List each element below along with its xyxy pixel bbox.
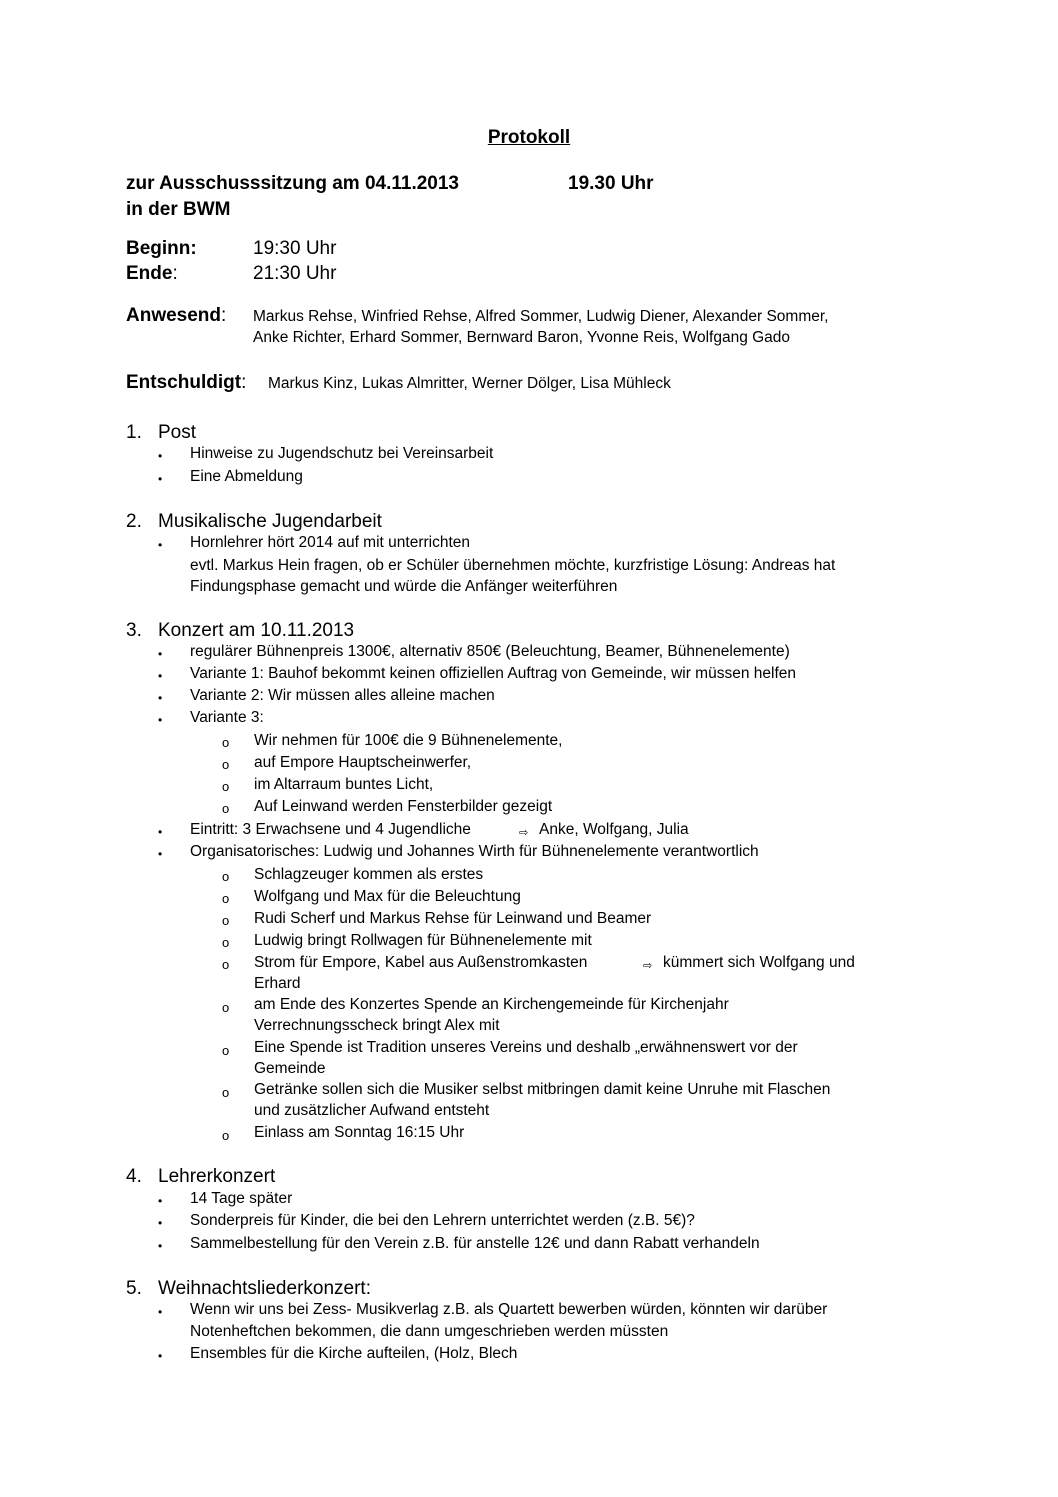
- bullet-icon: •: [158, 1194, 163, 1208]
- section-5-heading: Weihnachtsliederkonzert:: [158, 1278, 371, 1299]
- circle-bullet-icon: o: [222, 957, 230, 972]
- sub-list-item-continuation: Erhard: [254, 975, 301, 992]
- list-item: Hinweise zu Jugendschutz bei Vereinsarbeit: [190, 445, 494, 462]
- excused-label-text: Entschuldigt: [126, 372, 242, 393]
- list-item: Ensembles für die Kirche aufteilen, (Holz, Blech: [190, 1345, 518, 1362]
- circle-bullet-icon: o: [222, 735, 230, 750]
- end-value: 21:30 Uhr: [253, 263, 337, 284]
- end-label: [126, 263, 178, 285]
- section-3-heading: Konzert am 10.11.2013: [158, 620, 355, 641]
- present-names-line-2: Anke Richter, Erhard Sommer, Bernward Baron, Yvonne Reis, Wolfgang Gado: [253, 329, 791, 346]
- list-item: Eine Abmeldung: [190, 468, 303, 485]
- section-4-number: 4.: [126, 1166, 142, 1187]
- bullet-icon: •: [158, 1305, 163, 1319]
- section-1-heading: Post: [158, 422, 197, 443]
- sub-list-item: Einlass am Sonntag 16:15 Uhr: [254, 1124, 465, 1141]
- circle-bullet-icon: o: [222, 935, 230, 950]
- excused-label: [126, 372, 246, 394]
- start-label: Beginn:: [126, 238, 197, 259]
- section-2-number: 2.: [126, 511, 142, 532]
- list-item-continuation: Findungsphase gemacht und würde die Anfänger weiterführen: [190, 578, 618, 595]
- list-item: Hornlehrer hört 2014 auf mit unterrichten: [190, 534, 471, 551]
- list-item: Sonderpreis für Kinder, die bei den Lehrern unterrichtet werden (z.B. 5€)?: [190, 1212, 695, 1229]
- sub-list-item-continuation: und zusätzlicher Aufwand entsteht: [254, 1102, 490, 1119]
- sub-list-item-continuation: Gemeinde: [254, 1060, 326, 1077]
- bullet-icon: •: [158, 847, 163, 861]
- circle-bullet-icon: o: [222, 1043, 230, 1058]
- bullet-icon: •: [158, 669, 163, 683]
- present-label: [126, 305, 226, 327]
- bullet-icon: •: [158, 825, 163, 839]
- bullet-icon: •: [158, 691, 163, 705]
- end-label-text: Ende: [126, 263, 173, 284]
- list-item: Wenn wir uns bei Zess- Musikverlag z.B. als Quartett bewerben würden, könnten wir darüber: [190, 1301, 828, 1318]
- bullet-icon: •: [158, 472, 163, 486]
- bullet-icon: •: [158, 538, 163, 552]
- sub-list-item: Wir nehmen für 100€ die 9 Bühnenelemente,: [254, 732, 563, 749]
- page-title: Protokoll: [487, 127, 571, 148]
- list-item: Variante 1: Bauhof bekommt keinen offiziellen Auftrag von Gemeinde, wir müssen helfen: [190, 665, 796, 682]
- present-label-text: Anwesend: [126, 305, 222, 326]
- end-label-colon: :: [172, 263, 178, 284]
- circle-bullet-icon: o: [222, 801, 230, 816]
- list-item: Variante 2: Wir müssen alles alleine machen: [190, 687, 495, 704]
- present-names-line-1: Markus Rehse, Winfried Rehse, Alfred Sommer, Ludwig Diener, Alexander Sommer,: [253, 308, 829, 325]
- arrow-right-icon: ⇨: [643, 960, 653, 972]
- sub-list-item: Rudi Scherf und Markus Rehse für Leinwand und Beamer: [254, 910, 652, 927]
- circle-bullet-icon: o: [222, 1000, 230, 1015]
- sub-list-item: am Ende des Konzertes Spende an Kirchengemeinde für Kirchenjahr: [254, 996, 729, 1013]
- sub-list-item: auf Empore Hauptscheinwerfer,: [254, 754, 472, 771]
- bullet-icon: •: [158, 713, 163, 727]
- meeting-line: zur Ausschusssitzung am 04.11.2013: [126, 173, 460, 194]
- circle-bullet-icon: o: [222, 1085, 230, 1100]
- circle-bullet-icon: o: [222, 869, 230, 884]
- bullet-icon: •: [158, 1239, 163, 1253]
- list-item: Variante 3:: [190, 709, 264, 726]
- section-5-number: 5.: [126, 1278, 142, 1299]
- sub-list-item: Eine Spende ist Tradition unseres Vereins und deshalb „erwähnenswert vor der: [254, 1039, 798, 1056]
- list-item-continuation: evtl. Markus Hein fragen, ob er Schüler übernehmen möchte, kurzfristige Lösung: Andreas hat: [190, 557, 836, 574]
- excused-names: Markus Kinz, Lukas Almritter, Werner Dölger, Lisa Mühleck: [268, 375, 671, 392]
- circle-bullet-icon: o: [222, 779, 230, 794]
- meeting-location: in der BWM: [126, 199, 231, 220]
- sub-list-item: Schlagzeuger kommen als erstes: [254, 866, 484, 883]
- circle-bullet-icon: o: [222, 1128, 230, 1143]
- section-1-number: 1.: [126, 422, 142, 443]
- section-2-heading: Musikalische Jugendarbeit: [158, 511, 382, 532]
- list-item-continuation: Notenheftchen bekommen, die dann umgeschrieben werden müssten: [190, 1323, 669, 1340]
- bullet-icon: •: [158, 1349, 163, 1363]
- list-item: regulärer Bühnenpreis 1300€, alternativ 850€ (Beleuchtung, Beamer, Bühnenelemente): [190, 643, 790, 660]
- list-item-entry: Eintritt: 3 Erwachsene und 4 Jugendliche: [190, 821, 471, 838]
- section-4-heading: Lehrerkonzert: [158, 1166, 276, 1187]
- sub-list-item: Getränke sollen sich die Musiker selbst mitbringen damit keine Unruhe mit Flaschen: [254, 1081, 831, 1098]
- bullet-icon: •: [158, 449, 163, 463]
- start-value: 19:30 Uhr: [253, 238, 337, 259]
- list-item: Organisatorisches: Ludwig und Johannes Wirth für Bühnenelemente verantwortlich: [190, 843, 759, 860]
- sub-list-item: im Altarraum buntes Licht,: [254, 776, 434, 793]
- arrow-right-icon: ⇨: [519, 827, 529, 839]
- circle-bullet-icon: o: [222, 757, 230, 772]
- list-item-entry-names: Anke, Wolfgang, Julia: [539, 821, 689, 838]
- list-item: 14 Tage später: [190, 1190, 293, 1207]
- meeting-time: 19.30 Uhr: [568, 173, 654, 194]
- sub-list-item-tail: kümmert sich Wolfgang und: [663, 954, 855, 971]
- bullet-icon: •: [158, 647, 163, 661]
- section-3-number: 3.: [126, 620, 142, 641]
- circle-bullet-icon: o: [222, 913, 230, 928]
- present-label-colon: :: [221, 305, 227, 326]
- list-item: Sammelbestellung für den Verein z.B. für anstelle 12€ und dann Rabatt verhandeln: [190, 1235, 760, 1252]
- sub-list-item: Auf Leinwand werden Fensterbilder gezeigt: [254, 798, 553, 815]
- sub-list-item: Ludwig bringt Rollwagen für Bühnenelemente mit: [254, 932, 592, 949]
- sub-list-item-continuation: Verrechnungsscheck bringt Alex mit: [254, 1017, 500, 1034]
- sub-list-item: Wolfgang und Max für die Beleuchtung: [254, 888, 521, 905]
- circle-bullet-icon: o: [222, 891, 230, 906]
- sub-list-item: Strom für Empore, Kabel aus Außenstromkasten: [254, 954, 588, 971]
- excused-label-colon: :: [241, 372, 247, 393]
- bullet-icon: •: [158, 1216, 163, 1230]
